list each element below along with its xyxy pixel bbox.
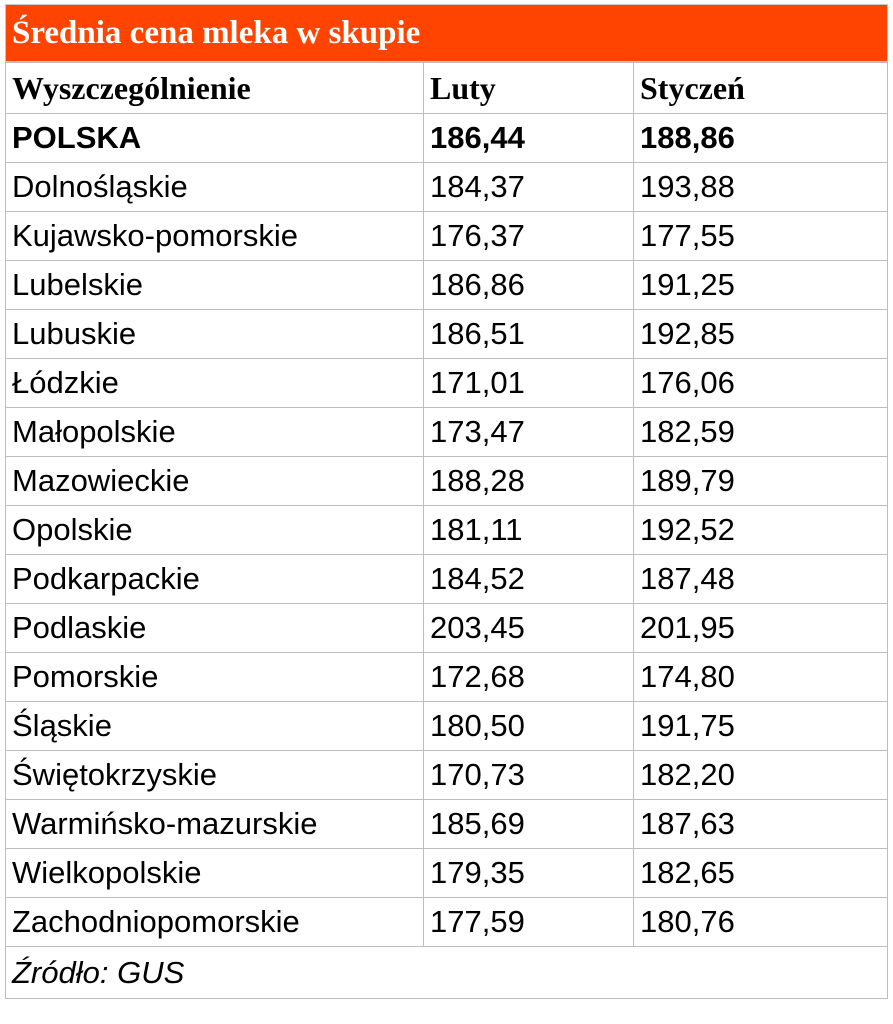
region-cell: Lubuskie [6,310,424,359]
styczen-cell: 201,95 [634,604,888,653]
table-row [6,310,888,359]
luty-cell: 184,52 [424,555,634,604]
header-styczen: Styczeń [634,63,888,114]
region-cell: Podlaskie [6,604,424,653]
luty-cell: 170,73 [424,751,634,800]
table-row [6,212,888,261]
table-row [6,751,888,800]
styczen-cell: 189,79 [634,457,888,506]
source-row [6,947,888,999]
table-row [6,408,888,457]
luty-cell: 171,01 [424,359,634,408]
region-cell: Małopolskie [6,408,424,457]
region-cell: Łódzkie [6,359,424,408]
luty-cell: 186,44 [424,114,634,163]
luty-cell: 203,45 [424,604,634,653]
styczen-cell: 188,86 [634,114,888,163]
luty-cell: 177,59 [424,898,634,947]
table-title: Średnia cena mleka w skupie [5,4,888,62]
table-row [6,849,888,898]
table-row [6,898,888,947]
table-body [6,63,888,999]
table-row [6,653,888,702]
luty-cell: 176,37 [424,212,634,261]
region-cell: Mazowieckie [6,457,424,506]
styczen-cell: 193,88 [634,163,888,212]
luty-cell: 186,51 [424,310,634,359]
styczen-cell: 182,59 [634,408,888,457]
region-cell: Świętokrzyskie [6,751,424,800]
milk-price-table [5,62,888,999]
region-cell: Pomorskie [6,653,424,702]
luty-cell: 173,47 [424,408,634,457]
styczen-cell: 192,85 [634,310,888,359]
table-row [6,114,888,163]
luty-cell: 188,28 [424,457,634,506]
table-row [6,457,888,506]
styczen-cell: 176,06 [634,359,888,408]
luty-cell: 186,86 [424,261,634,310]
table-row [6,506,888,555]
luty-cell: 184,37 [424,163,634,212]
styczen-cell: 180,76 [634,898,888,947]
luty-cell: 180,50 [424,702,634,751]
styczen-cell: 187,63 [634,800,888,849]
region-cell: Lubelskie [6,261,424,310]
luty-cell: 181,11 [424,506,634,555]
table-row [6,555,888,604]
region-cell: Wielkopolskie [6,849,424,898]
source-note: Źródło: GUS [6,947,888,999]
region-cell: Podkarpackie [6,555,424,604]
header-region: Wyszczególnienie [6,63,424,114]
region-cell: Warmińsko-mazurskie [6,800,424,849]
region-cell: Opolskie [6,506,424,555]
table-row [6,702,888,751]
region-cell: Dolnośląskie [6,163,424,212]
styczen-cell: 182,65 [634,849,888,898]
header-row [6,63,888,114]
styczen-cell: 182,20 [634,751,888,800]
styczen-cell: 191,25 [634,261,888,310]
styczen-cell: 177,55 [634,212,888,261]
table-row [6,359,888,408]
table-row [6,163,888,212]
region-cell: POLSKA [6,114,424,163]
table-row [6,604,888,653]
region-cell: Śląskie [6,702,424,751]
table-row [6,800,888,849]
styczen-cell: 192,52 [634,506,888,555]
table-row [6,261,888,310]
region-cell: Kujawsko-pomorskie [6,212,424,261]
luty-cell: 172,68 [424,653,634,702]
header-luty: Luty [424,63,634,114]
luty-cell: 179,35 [424,849,634,898]
luty-cell: 185,69 [424,800,634,849]
styczen-cell: 191,75 [634,702,888,751]
styczen-cell: 187,48 [634,555,888,604]
region-cell: Zachodniopomorskie [6,898,424,947]
styczen-cell: 174,80 [634,653,888,702]
